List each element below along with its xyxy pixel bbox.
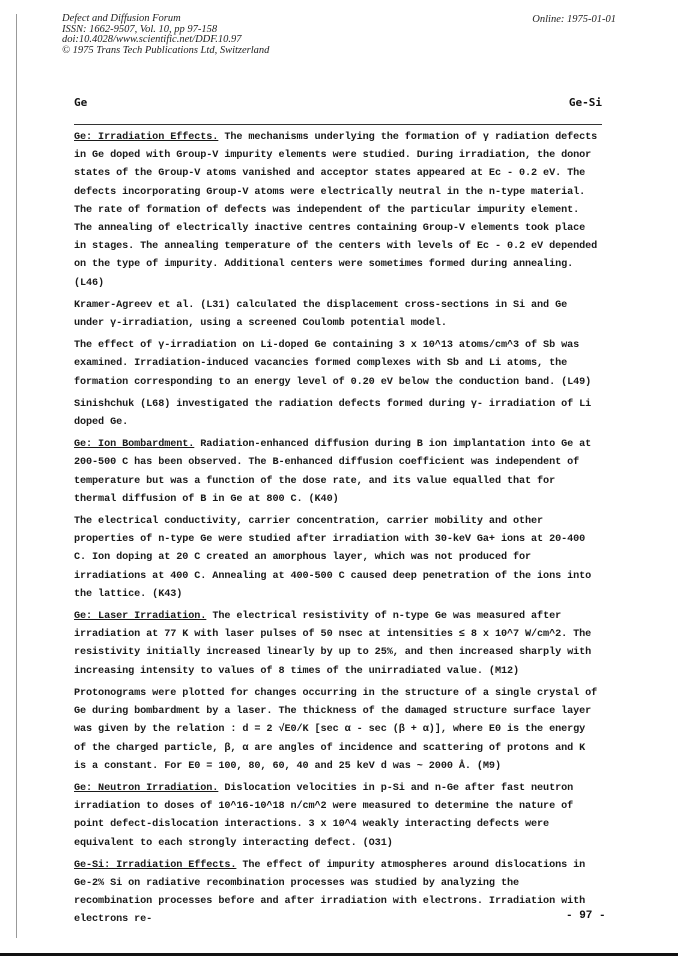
paragraph-neutron-irradiation (74, 780, 602, 853)
paragraph-body: The effect of γ-irradiation on Li-doped Ge containing 3 x 10^13 atoms/cm^3 of Sb was examined. Irradiation-induced vacancies formed complexes with Sb and Li atoms, the formation corresponding to an energy level of 0.20 eV below the conduction band. (L49) (74, 340, 592, 388)
footer-rule (0, 953, 678, 956)
section-heading: Ge: Ion Bombardment. (74, 439, 195, 451)
paragraph-body: The electrical conductivity, carrier concentration, carrier mobility and other properties of n-type Ge were studied after irradiation with 30-keV Ga+ ions at 20-400 C. Ion doping at 20 C created an amorphous layer, which was not produced for irradiations at 400 C. Annealing at 400-500 C caused deep penetration of the ions into the lattice. (K43) (74, 516, 592, 600)
paragraph-ion-bombardment (74, 436, 602, 509)
paragraph-body: The mechanisms underlying the formation of γ radiation defects in Ge doped with Group-V impurity elements were studied. During irradiation, the donor states of the Group-V atoms vanished and acceptor states appeared at Ec - 0.2 eV. The defects incorporating Group-V atoms were electrically neutral in the n-type material. The rate of formation of defects was independent of the particular impurity element. The annealing of electrically inactive centres containing Group-V elements took place in stages. The annealing temperature of the centers with levels of Ec - 0.2 eV depended on the type of impurity. Additional centers were sometimes formed during annealing. (L46) (74, 132, 598, 289)
paragraph-ge-si-irradiation (74, 857, 602, 930)
paragraph-body: Kramer-Agreev et al. (L31) calculated the displacement cross-sections in Si and Ge under γ-irradiation, using a screened Coulomb potential model. (74, 299, 568, 330)
section-heading: Ge: Laser Irradiation. (74, 611, 207, 623)
section-heading: Ge: Neutron Irradiation. (74, 782, 219, 794)
paragraph-ge-irradiation (74, 129, 602, 293)
paragraph-body: Protonograms were plotted for changes occurring in the structure of a single crystal of Ge during bombardment by a laser. The thickness of the damaged structure surface layer was given by the relation : d = 2 √E0/K [sec α - sec (β + α)], where E0 is the energy of the charged particle, β, α are angles of incidence and scattering of protons and K is a constant. For E0 = 100, 80, 60, 40 and 25 keV d was ~ 2000 Å. (M9) (74, 687, 598, 772)
copyright-line: © 1975 Trans Tech Publications Ltd, Switzerland (62, 44, 270, 56)
issn-line: ISSN: 1662-9507, Vol. 10, pp 97-158 (62, 23, 218, 35)
left-margin-rule (16, 14, 17, 938)
doi-line: doi:10.4028/www.scientific.net/DDF.10.97 (62, 34, 242, 45)
paragraph-body: Dislocation velocities in p-Si and n-Ge after fast neutron irradiation to doses of 10^16-10^18 n/cm^2 were measured to determine the nature of point defect-dislocation interactions. 3 x 10^4 weakly interacting defects were equivalent to each strongly interacting defect. (O31) (74, 782, 574, 849)
body-text (74, 129, 602, 934)
paragraph-body: Sinishchuk (L68) investigated the radiation defects formed during γ- irradiation of Li doped Ge. (74, 398, 592, 429)
paragraph-protonograms (74, 685, 602, 776)
header-rule (74, 124, 602, 125)
paragraph-li-doped-ge (74, 337, 602, 392)
running-head-right: Ge-Si (568, 96, 602, 109)
paragraph-kramer-agreev (74, 297, 602, 333)
running-head-left: Ge (74, 96, 88, 109)
running-head (74, 96, 602, 109)
online-date: Online: 1975-01-01 (532, 14, 616, 25)
paragraph-body: The electrical resistivity of n-type Ge was measured after irradiation at 77 K with laser pulses of 50 nsec at intensities ≤ 8 x 10^7 W/cm^2. The resistivity initially increased linearly by up to 25%, and then increased sharply with increasing intensity to values of 8 times of the unirradiated value. (M12) (74, 611, 592, 677)
paragraph-sinishchuk (74, 396, 602, 432)
section-heading: Ge: Irradiation Effects. (74, 132, 219, 143)
paragraph-body: The effect of impurity atmospheres around dislocations in Ge-2% Si on radiative recombination processes was studied by analyzing the recombination processes before and after irradiation with electrons. Irradiation with electrons re- (74, 859, 586, 926)
page-number: - 97 - (566, 910, 606, 922)
section-heading: Ge-Si: Irradiation Effects. (74, 859, 237, 871)
paragraph-laser-irradiation (74, 608, 602, 681)
journal-name: Defect and Diffusion Forum (62, 13, 181, 24)
paragraph-body: Radiation-enhanced diffusion during B ion implantation into Ge at 200-500 C has been observed. The B-enhanced diffusion coefficient was independent of temperature but was a function of the dose rate, and its value equalled that for thermal diffusion of B in Ge at 800 C. (K40) (74, 439, 592, 505)
publication-info (62, 14, 269, 56)
paragraph-electrical-conductivity (74, 513, 602, 604)
